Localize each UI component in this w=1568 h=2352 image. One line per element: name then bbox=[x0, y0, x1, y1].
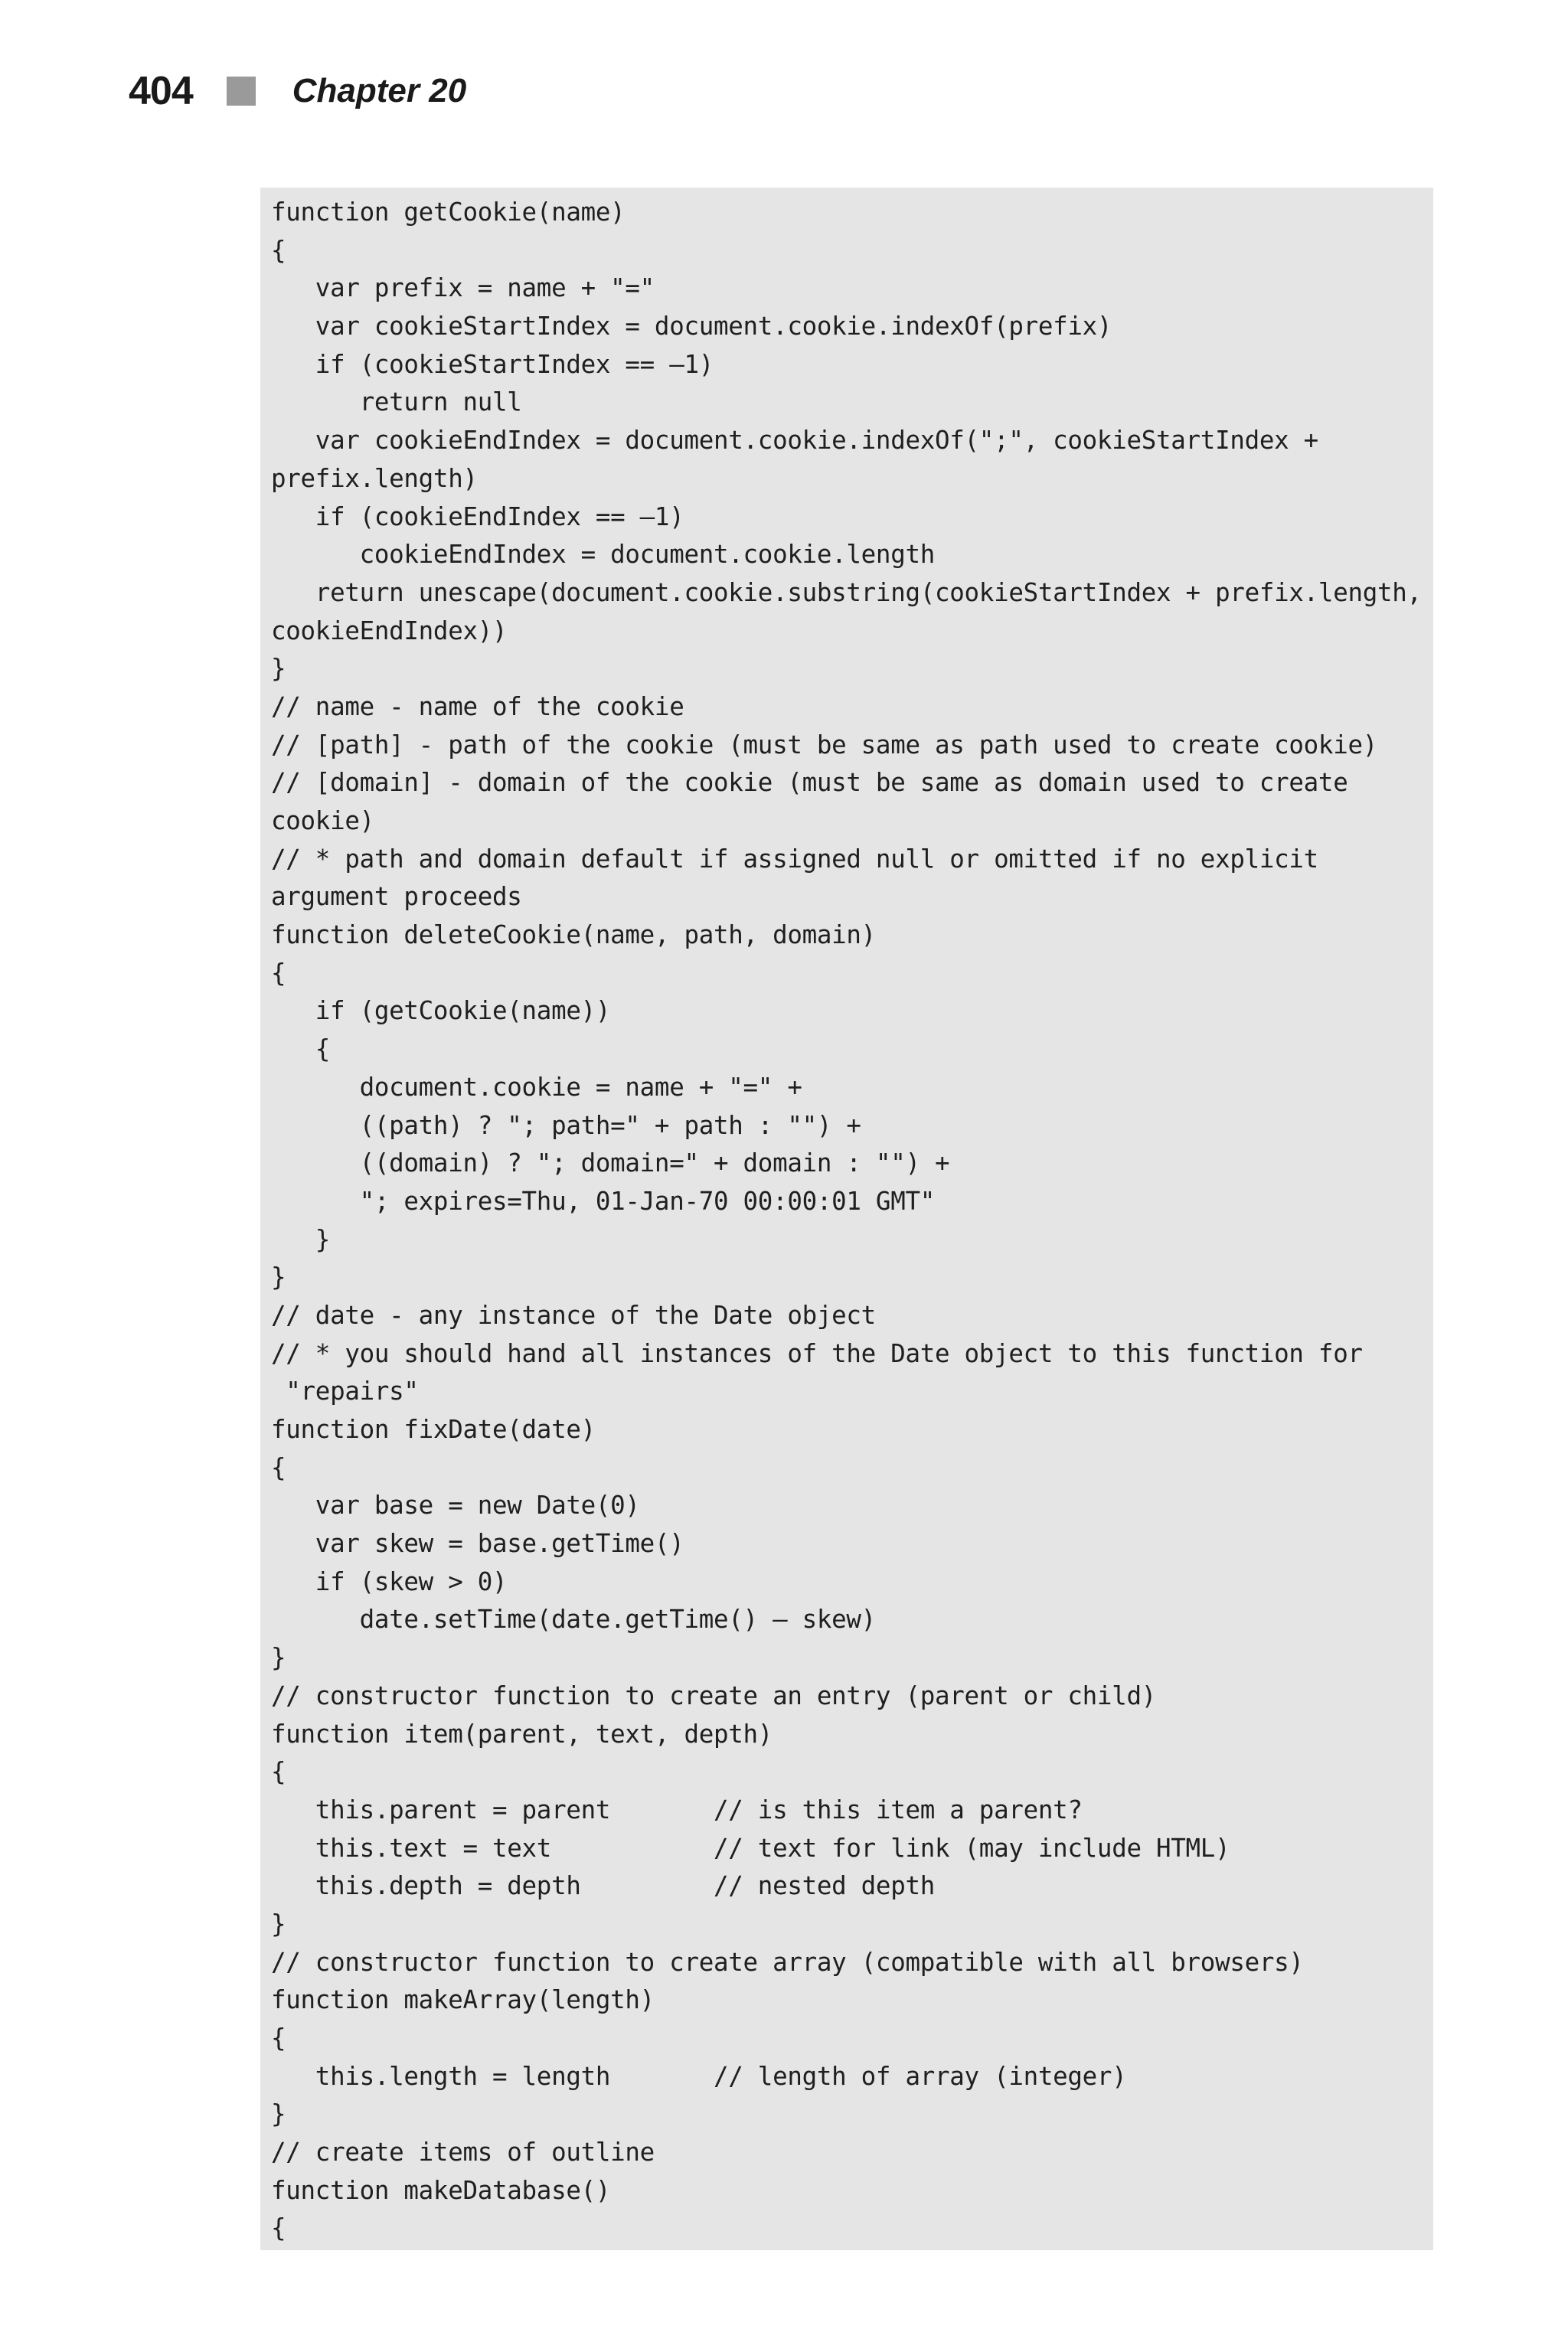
code-line: // create items of outline bbox=[271, 2138, 655, 2167]
code-line: } bbox=[271, 654, 286, 684]
code-line: cookieEndIndex = document.cookie.length bbox=[271, 540, 935, 570]
code-line: cookie) bbox=[271, 806, 374, 835]
code-line: // [domain] - domain of the cookie (must be same as domain used to create bbox=[271, 768, 1348, 798]
page-number: 404 bbox=[129, 69, 193, 113]
code-line: { bbox=[271, 958, 286, 988]
code-line: ((domain) ? "; domain=" + domain : "") + bbox=[271, 1148, 950, 1178]
code-line: function makeDatabase() bbox=[271, 2175, 611, 2205]
code-line: var base = new Date(0) bbox=[271, 1491, 640, 1521]
code-line: return null bbox=[271, 387, 522, 417]
code-line: function getCookie(name) bbox=[271, 198, 626, 227]
code-line: this.length = length // length of array (integer) bbox=[271, 2061, 1127, 2091]
code-line: return unescape(document.cookie.substring(cookieStartIndex + prefix.length, bbox=[271, 577, 1422, 607]
code-line: function deleteCookie(name, path, domain) bbox=[271, 920, 876, 950]
code-line: { bbox=[271, 1452, 286, 1482]
code-line: // name - name of the cookie bbox=[271, 691, 684, 721]
code-line: this.parent = parent // is this item a parent? bbox=[271, 1795, 1083, 1824]
code-lines bbox=[271, 194, 1426, 2248]
code-line: "repairs" bbox=[271, 1377, 419, 1406]
code-line: if (getCookie(name)) bbox=[271, 996, 611, 1026]
code-line: var cookieEndIndex = document.cookie.indexOf(";", cookieStartIndex + bbox=[271, 426, 1318, 456]
code-line: { bbox=[271, 1757, 286, 1787]
code-line: this.depth = depth // nested depth bbox=[271, 1871, 935, 1901]
code-line: { bbox=[271, 1034, 331, 1064]
code-line: // [path] - path of the cookie (must be same as path used to create cookie) bbox=[271, 730, 1377, 760]
code-line: prefix.length) bbox=[271, 463, 478, 493]
code-line: } bbox=[271, 1643, 286, 1673]
code-line: function item(parent, text, depth) bbox=[271, 1719, 773, 1749]
code-line: // * path and domain default if assigned null or omitted if no explicit bbox=[271, 844, 1318, 874]
code-line: { bbox=[271, 2024, 286, 2053]
code-line: } bbox=[271, 1263, 286, 1292]
code-line: document.cookie = name + "=" + bbox=[271, 1072, 802, 1102]
code-line: // * you should hand all instances of the Date object to this function for bbox=[271, 1338, 1363, 1368]
code-line: argument proceeds bbox=[271, 882, 522, 912]
code-line: var skew = base.getTime() bbox=[271, 1529, 684, 1559]
code-line: if (skew > 0) bbox=[271, 1566, 508, 1596]
code-line: if (cookieEndIndex == –1) bbox=[271, 501, 684, 531]
code-line: } bbox=[271, 1224, 331, 1254]
code-line: // date - any instance of the Date object bbox=[271, 1300, 876, 1330]
page-header bbox=[129, 64, 466, 118]
code-line: // constructor function to create array (compatible with all browsers) bbox=[271, 1947, 1304, 1977]
code-line: } bbox=[271, 1909, 286, 1939]
code-line: var prefix = name + "=" bbox=[271, 273, 655, 303]
code-line: date.setTime(date.getTime() – skew) bbox=[271, 1605, 876, 1635]
code-line: if (cookieStartIndex == –1) bbox=[271, 349, 714, 379]
code-line: // constructor function to create an entry (parent or child) bbox=[271, 1681, 1156, 1710]
code-line: ((path) ? "; path=" + path : "") + bbox=[271, 1110, 861, 1140]
code-line: var cookieStartIndex = document.cookie.indexOf(prefix) bbox=[271, 312, 1112, 341]
code-line: function fixDate(date) bbox=[271, 1415, 596, 1444]
code-listing bbox=[260, 188, 1433, 2250]
code-line: function makeArray(length) bbox=[271, 1985, 655, 2015]
code-line: { bbox=[271, 235, 286, 265]
code-line: "; expires=Thu, 01-Jan-70 00:00:01 GMT" bbox=[271, 1186, 935, 1216]
chapter-title: Chapter 20 bbox=[292, 72, 467, 109]
code-line: this.text = text // text for link (may include HTML) bbox=[271, 1833, 1230, 1863]
header-square-icon bbox=[227, 77, 256, 106]
code-line: { bbox=[271, 2213, 286, 2243]
code-line: } bbox=[271, 2099, 286, 2129]
code-line: cookieEndIndex)) bbox=[271, 616, 508, 645]
